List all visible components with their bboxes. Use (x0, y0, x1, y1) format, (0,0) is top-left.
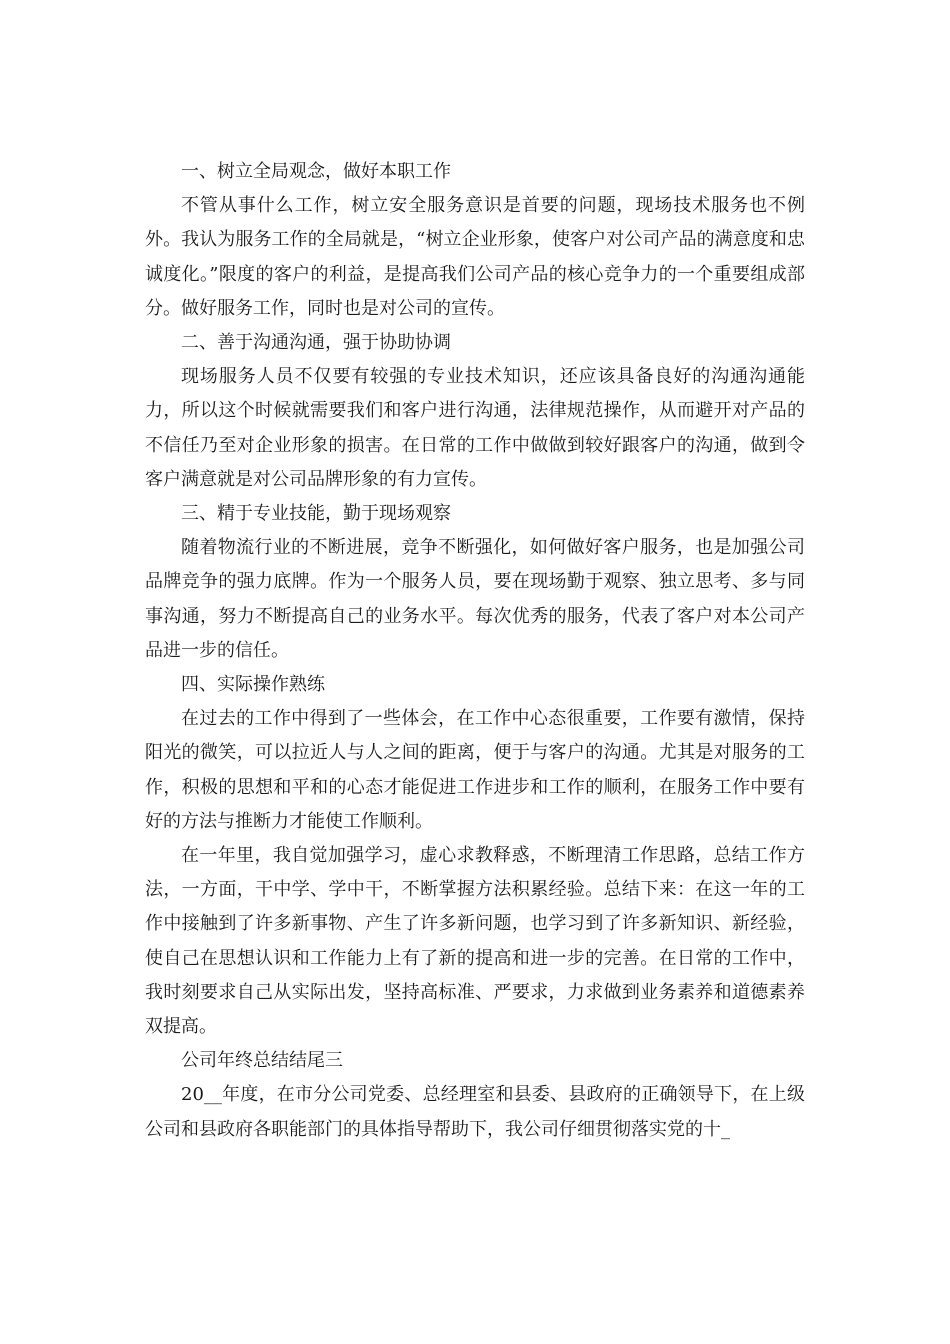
paragraph-1: 不管从事什么工作，树立安全服务意识是首要的问题，现场技术服务也不例外。我认为服务工作的全局就是，“树立企业形象，使客户对公司产品的满意度和忠诚度化。”限度的客户的利益，是提高我们公司产品的核心竞争力的一个重要组成部分。做好服务工作，同时也是对公司的宣传。 (145, 195, 805, 319)
section-heading-3: 三、精于专业技能，勤于现场观察 (181, 503, 451, 525)
paragraph-6: 20__年度，在市分公司党委、总经理室和县委、县政府的正确领导下，在上级公司和县政府各职能部门的具体指导帮助下，我公司仔细贯彻落实党的十_ (145, 1084, 805, 1140)
section-heading-1: 一、树立全局观念，做好本职工作 (181, 161, 451, 182)
paragraph-5: 在一年里，我自觉加强学习，虚心求教释惑，不断理清工作思路，总结工作方法，一方面，干中学、学中干，不断掌握方法积累经验。总结下来：在这一年的工作中接触到了许多新事物、产生了许多新问题，也学习到了许多新知识、新经验，使自己在思想认识和工作能力上有了新的提高和进一步的完善。在日常的工作中，我时刻要求自己从实际出发，坚持高标准、严要求，力求做到业务素养和道德素养双提高。 (145, 845, 805, 1038)
section-heading-5: 公司年终总结结尾三 (181, 1050, 343, 1072)
section-heading-2: 二、善于沟通沟通，强于协助协调 (181, 332, 451, 354)
paragraph-3: 随着物流行业的不断进展，竞争不断强化，如何做好客户服务，也是加强公司品牌竞争的强力底牌。作为一个服务人员，要在现场勤于观察、独立思考、多与同事沟通，努力不断提高自己的业务水平。每次优秀的服务，代表了客户对本公司产品进一步的信任。 (145, 537, 805, 661)
paragraph-2: 现场服务人员不仅要有较强的专业技术知识，还应该具备良好的沟通沟通能力，所以这个时候就需要我们和客户进行沟通，法律规范操作，从而避开对产品的不信任乃至对企业形象的损害。在日常的工作中做做到较好跟客户的沟通，做到令客户满意就是对公司品牌形象的有力宣传。 (145, 366, 805, 490)
document-page (145, 155, 805, 1147)
section-heading-4: 四、实际操作熟练 (181, 674, 325, 696)
paragraph-4: 在过去的工作中得到了一些体会，在工作中心态很重要，工作要有激情，保持阳光的微笑，可以拉近人与人之间的距离，便于与客户的沟通。尤其是对服务的工作，积极的思想和平和的心态才能促进工作进步和工作的顺利，在服务工作中要有好的方法与推断力才能使工作顺利。 (145, 708, 805, 832)
